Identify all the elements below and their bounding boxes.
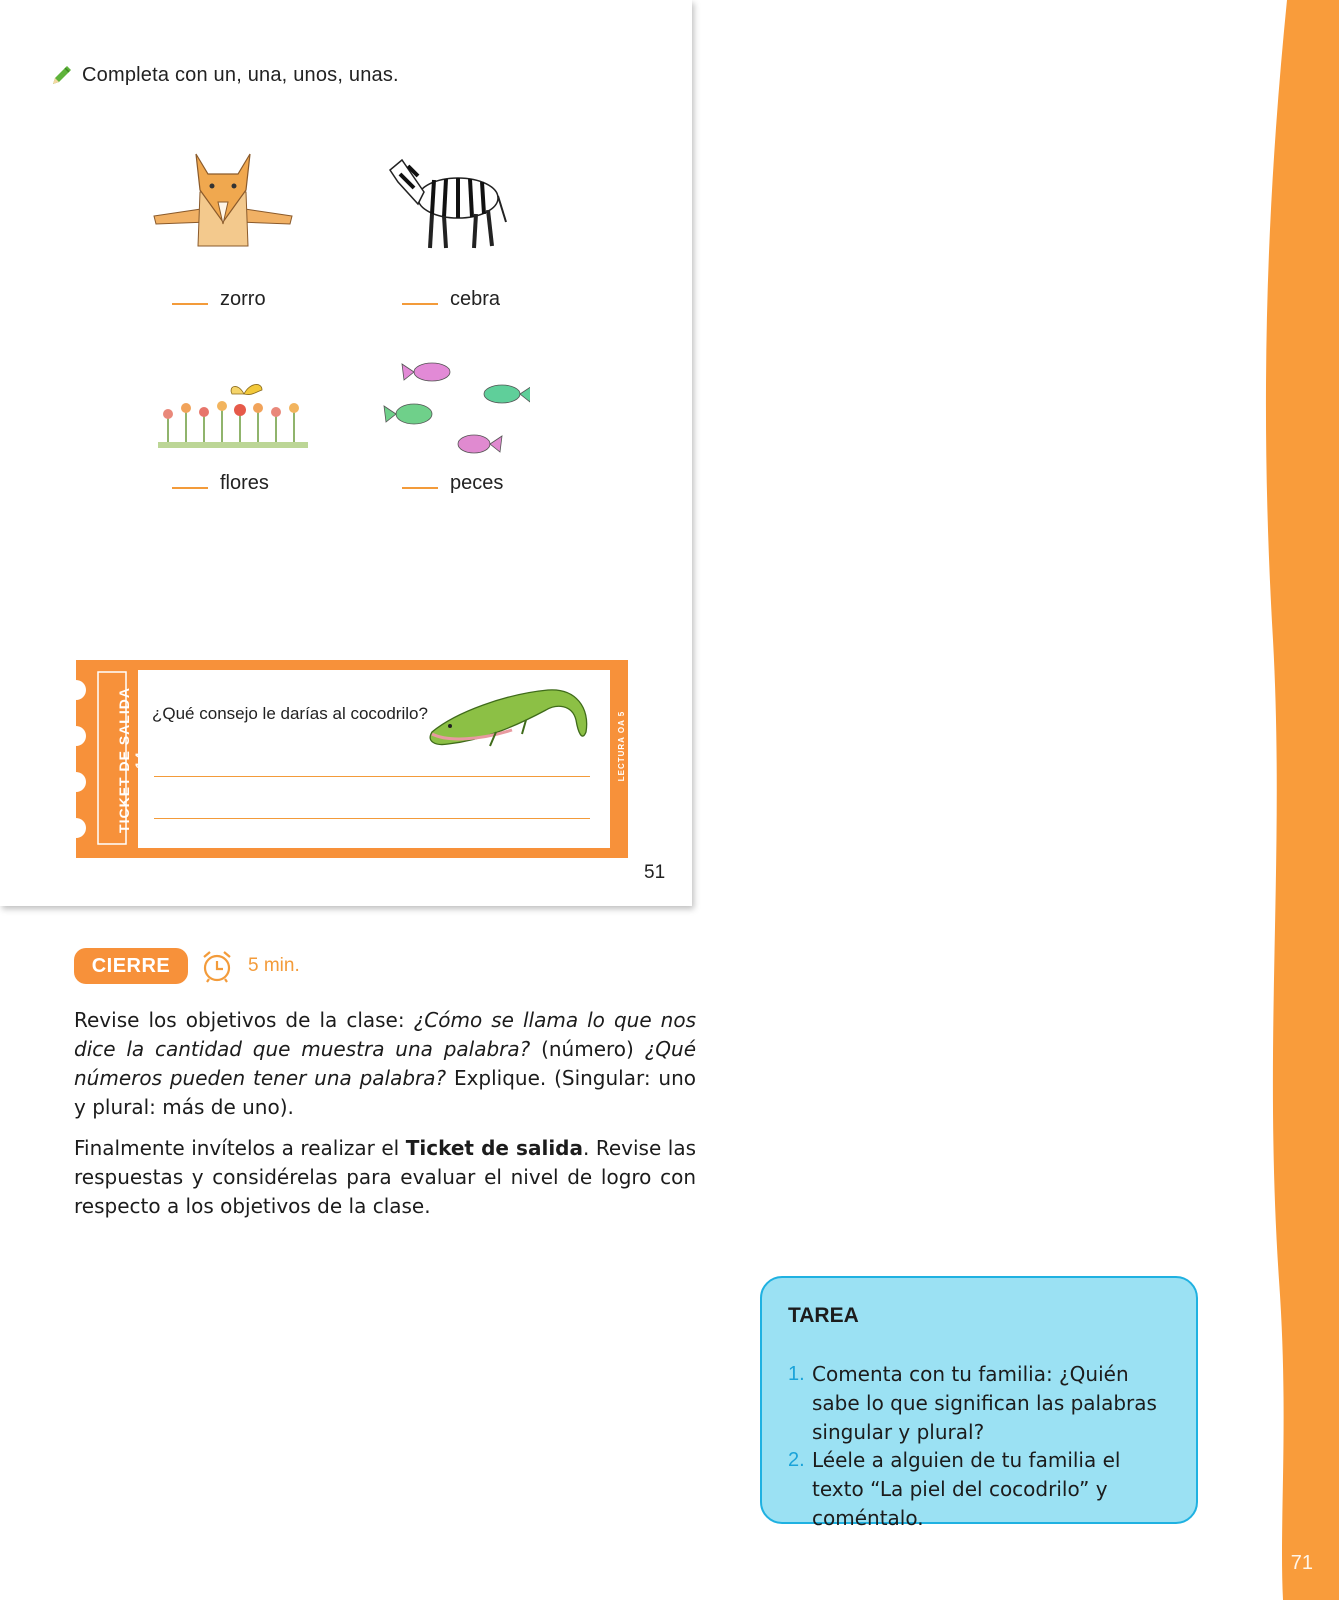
homework-item-number: 1. bbox=[788, 1363, 805, 1385]
cierre-paragraph-objectives bbox=[74, 1006, 696, 1122]
instruction bbox=[50, 60, 399, 90]
zebra-illustration bbox=[388, 152, 510, 252]
ticket-side-label: TICKET DE SALIDA 14 bbox=[116, 687, 148, 833]
ticket-answer-line[interactable] bbox=[154, 776, 590, 777]
homework-box bbox=[760, 1276, 1198, 1530]
word-row-zorro bbox=[172, 288, 266, 311]
answer-blank[interactable] bbox=[172, 303, 208, 305]
fox-illustration bbox=[148, 150, 298, 250]
answer-blank[interactable] bbox=[402, 487, 438, 489]
homework-item-text: Comenta con tu familia: ¿Quién sabe lo que significan las palabras singular y plural? bbox=[812, 1362, 1157, 1444]
text-segment: Finalmente invítelos a realizar el bbox=[74, 1136, 406, 1160]
word-cebra: cebra bbox=[450, 288, 501, 310]
side-decoration-band bbox=[1249, 0, 1339, 1600]
italic-question: ¿Qué números pueden tener una palabra? bbox=[74, 1037, 696, 1090]
text-segment: . Revise las respuestas y considérelas para evaluar el nivel de logro con respecto a los objetivos de la clase. bbox=[74, 1136, 697, 1218]
homework-item bbox=[788, 1446, 1178, 1533]
flowers-illustration bbox=[158, 380, 308, 450]
ticket-right-label: LECTURA OA 5 bbox=[617, 710, 626, 782]
pencil-icon bbox=[50, 63, 74, 87]
student-page-number: 51 bbox=[644, 862, 666, 883]
ticket-answer-line[interactable] bbox=[154, 818, 590, 819]
word-row-cebra bbox=[402, 288, 500, 311]
word-row-flores bbox=[172, 472, 269, 495]
alarm-clock-icon bbox=[200, 949, 234, 983]
cierre-badge: CIERRE bbox=[74, 948, 188, 984]
homework-item-text: Léele a alguien de tu familia el texto “La piel del cocodrilo” y coméntalo. bbox=[812, 1448, 1121, 1530]
italic-question: ¿Cómo se llama lo que nos dice la cantidad que muestra una palabra? bbox=[74, 1008, 696, 1061]
page-number: 71 bbox=[1290, 1552, 1313, 1574]
cierre-duration: 5 min. bbox=[248, 955, 300, 976]
bold-term: Ticket de salida bbox=[405, 1136, 583, 1160]
ticket-frame bbox=[76, 660, 628, 858]
word-peces: peces bbox=[450, 472, 504, 494]
fish bbox=[384, 363, 530, 453]
answer-blank[interactable] bbox=[402, 303, 438, 305]
text-segment: (número) bbox=[530, 1037, 645, 1061]
ticket-question: ¿Qué consejo le darías al cocodrilo? bbox=[152, 704, 428, 723]
word-row-peces bbox=[402, 472, 503, 495]
answer-blank[interactable] bbox=[172, 487, 208, 489]
cierre-header bbox=[74, 948, 300, 984]
fish-illustration bbox=[380, 356, 530, 460]
text-segment: Explique. (Singular: uno y plural: más de uno). bbox=[74, 1066, 697, 1119]
exit-ticket bbox=[76, 660, 628, 858]
word-flores: flores bbox=[220, 472, 269, 494]
text-segment: Revise los objetivos de la clase: bbox=[74, 1008, 414, 1032]
word-zorro: zorro bbox=[220, 288, 266, 310]
cierre-paragraph-ticket bbox=[74, 1134, 696, 1221]
homework-title: TAREA bbox=[788, 1304, 859, 1327]
homework-item bbox=[788, 1360, 1178, 1447]
instruction-text: Completa con un, una, unos, unas. bbox=[82, 63, 399, 86]
student-worksheet-page bbox=[0, 0, 692, 906]
homework-item-number: 2. bbox=[788, 1449, 805, 1471]
